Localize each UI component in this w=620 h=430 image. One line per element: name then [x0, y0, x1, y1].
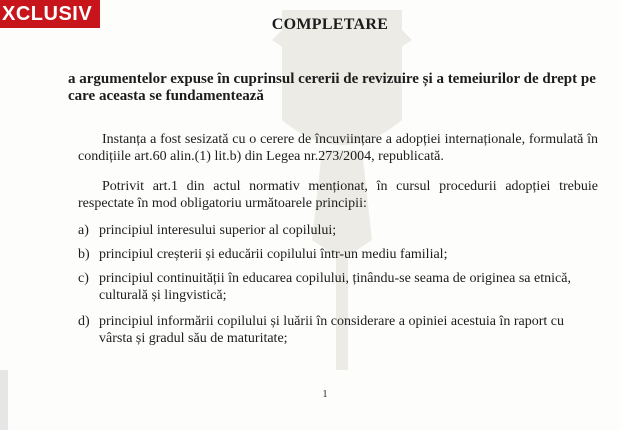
list-item-a [78, 222, 598, 239]
document-subtitle: a argumentelor expuse în cuprinsul cererii de revizuire și a temeiurilor de drept pe care aceasta se fundamentează [68, 71, 596, 104]
paragraph-1: Instanța a fost sesizată cu o cerere de încuviințare a adopției internaționale, formulată în condițiile art.60 alin.(1) lit.b) din Legea nr.273/2004, republicată. [78, 132, 598, 164]
list-item-c [78, 270, 598, 304]
list-item-text: principiul interesului superior al copilului; [99, 223, 337, 238]
paragraph-2: Potrivit art.1 din actul normativ menționat, în cursul procedurii adopției trebuie respectate în mod obligatoriu următoarele principii: [78, 179, 598, 211]
list-item-b [78, 246, 598, 263]
list-item-label: c) [78, 271, 89, 286]
list-item-text: principiul informării copilului și luării în considerare a opiniei acestuia în raport cu vârsta și gradul său de maturitate; [99, 314, 564, 346]
list-item-text: principiul creșterii și educării copilului într-un mediu familial; [99, 247, 448, 262]
list-item-label: b) [78, 247, 90, 262]
page-number: 1 [322, 389, 328, 400]
exclusive-badge: XCLUSIV [0, 0, 100, 28]
page-edge-shadow [0, 370, 8, 430]
document-title: COMPLETARE [271, 16, 389, 33]
list-item-label: a) [78, 223, 89, 238]
list-item-label: d) [78, 314, 90, 329]
list-item-d [78, 313, 598, 347]
list-item-text: principiul continuității în educarea copilului, ținându-se seama de originea sa etnică, culturală și lingvistică; [99, 271, 571, 303]
